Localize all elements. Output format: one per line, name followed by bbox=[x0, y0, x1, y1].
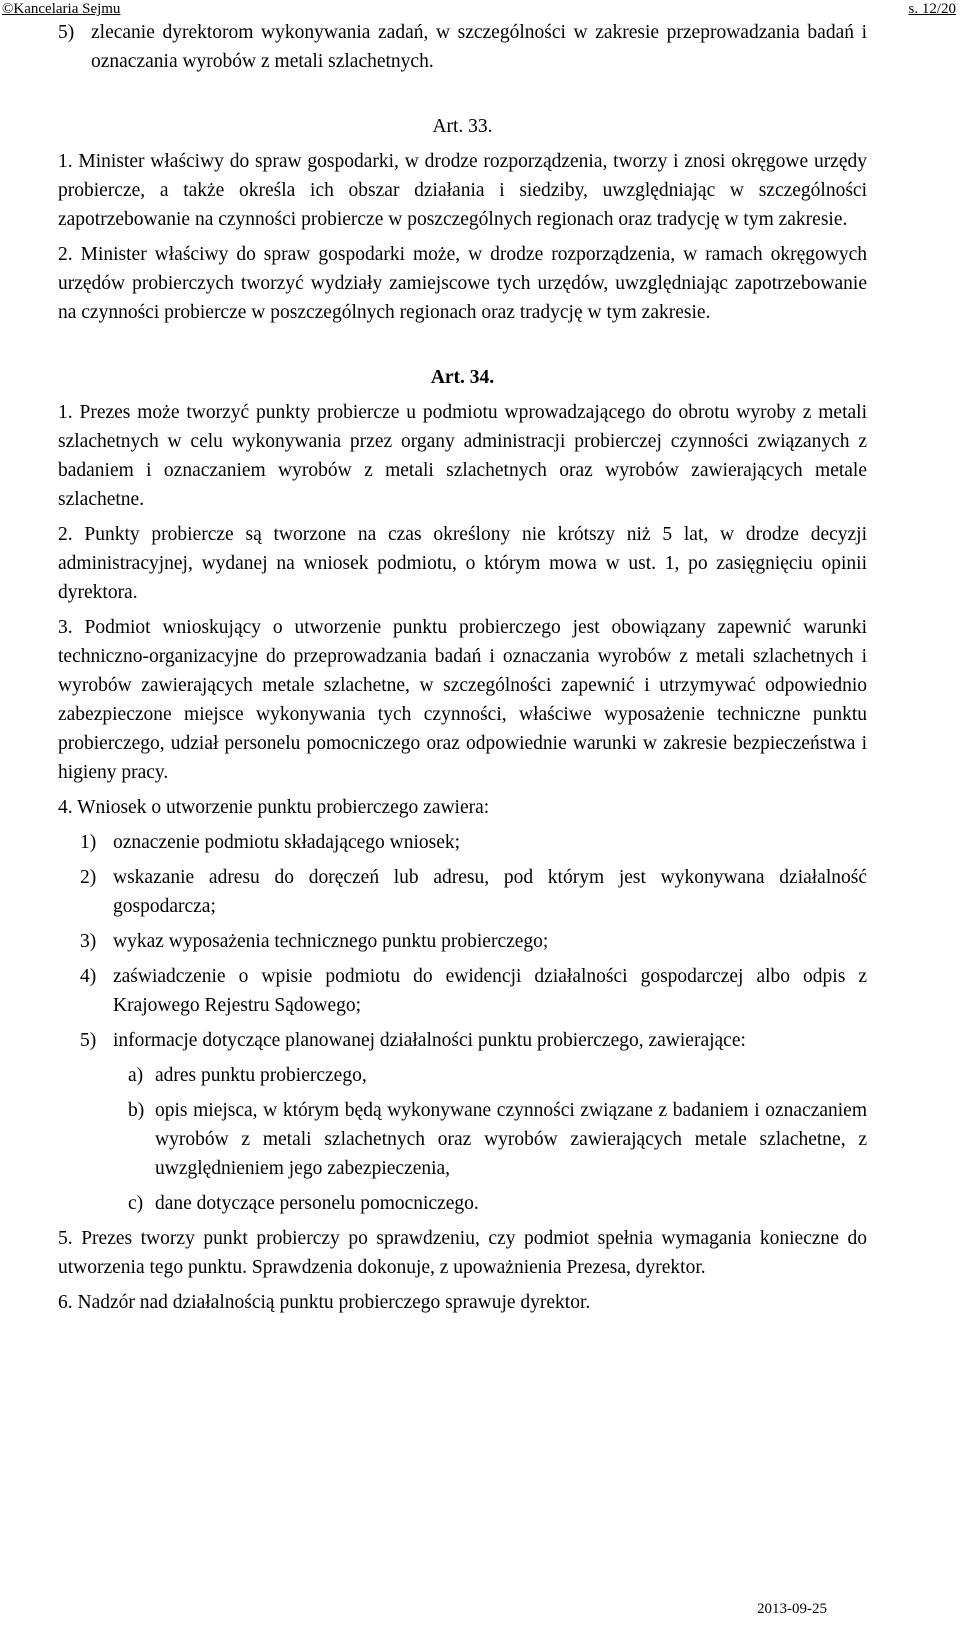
list-item-number: 2) bbox=[80, 867, 97, 888]
sub-list bbox=[128, 1061, 867, 1218]
list-item-number: 1) bbox=[80, 832, 97, 853]
list-item-number: 3) bbox=[80, 931, 97, 952]
footer-date: 2013-09-25 bbox=[757, 1601, 827, 1617]
list-item bbox=[80, 828, 867, 857]
list-item-number: 5) bbox=[58, 22, 75, 43]
sub-list-item bbox=[128, 1096, 867, 1183]
list-item bbox=[80, 1026, 867, 1055]
list-item bbox=[80, 863, 867, 921]
sub-list-item-letter: a) bbox=[128, 1065, 144, 1086]
list-item-text: zlecanie dyrektorom wykonywania zadań, w szczególności w zakresie przeprowadzania badań i oznaczania wyrobów z metali szlachetnych. bbox=[91, 22, 867, 72]
sub-list-item-text: opis miejsca, w którym będą wykonywane czynności związane z badaniem i oznaczaniem wyrobów z metali szlachetnych oraz wyrobów zawierających metale szlachetne, z uwzględnieniem jego zabezpieczenia, bbox=[155, 1100, 867, 1179]
art33-paragraph-1: 1. Minister właściwy do spraw gospodarki, w drodze rozporządzenia, tworzy i znosi okręgowe urzędy probiercze, a także określa ich obszar działania i siedziby, uwzględniając w szczególności zapotrzebowanie na czynności probiercze w poszczególnych regionach oraz tradycję w tym zakresie. bbox=[58, 151, 867, 230]
art34-paragraph-3: 3. Podmiot wnioskujący o utworzenie punktu probierczego jest obowiązany zapewnić warunki techniczno-organizacyjne do przeprowadzania badań i oznaczania wyrobów z metali szlachetnych i wyrobów zawierających metale szlachetne, w szczególności zapewnić i utrzymywać odpowiednio zabezpieczone miejsce wykonywania tych czynności, właściwe wyposażenie techniczne punktu probierczego, udział personelu pomocniczego oraz odpowiednie warunki w zakresie bezpieczeństwa i higieny pracy. bbox=[58, 617, 867, 783]
list-item-text: informacje dotyczące planowanej działalności punktu probierczego, zawierające: bbox=[113, 1030, 746, 1051]
list-item-text: wskazanie adresu do doręczeń lub adresu, pod którym jest wykonywana działalność gospodarcza; bbox=[113, 867, 867, 917]
sub-list-item-letter: c) bbox=[128, 1193, 144, 1214]
article-33-title: Art. 33. bbox=[432, 116, 493, 137]
list-item-number: 4) bbox=[80, 966, 97, 987]
sub-list-item bbox=[128, 1189, 867, 1218]
sub-list-item-text: dane dotyczące personelu pomocniczego. bbox=[155, 1193, 479, 1214]
art34-paragraph-2: 2. Punkty probiercze są tworzone na czas określony nie krótszy niż 5 lat, w drodze decyzji administracyjnej, wydanej na wniosek podmiotu, o którym mowa w ust. 1, po zasięgnięciu opinii dyrektora. bbox=[58, 524, 867, 603]
art33-paragraph-2: 2. Minister właściwy do spraw gospodarki może, w drodze rozporządzenia, w ramach okręgowych urzędów probierczych tworzyć wydziały zamiejscowe tych urzędów, uwzględniając zapotrzebowanie na czynności probiercze w poszczególnych regionach oraz tradycję w tym zakresie. bbox=[58, 244, 867, 323]
list-item-top bbox=[58, 18, 867, 76]
sub-list-item-text: adres punktu probierczego, bbox=[155, 1065, 367, 1086]
list-item bbox=[80, 927, 867, 956]
list-item-number: 5) bbox=[80, 1030, 97, 1051]
page-header bbox=[0, 0, 960, 20]
list-item bbox=[80, 962, 867, 1020]
list-item-text: zaświadczenie o wpisie podmiotu do ewidencji działalności gospodarczej albo odpis z Krajowego Rejestru Sądowego; bbox=[113, 966, 867, 1016]
page-number: s. 12/20 bbox=[908, 1, 956, 17]
list-item-text: wykaz wyposażenia technicznego punktu probierczego; bbox=[113, 931, 549, 952]
art34-paragraph-5: 5. Prezes tworzy punkt probierczy po sprawdzeniu, czy podmiot spełnia wymagania konieczne do utworzenia tego punktu. Sprawdzenia dokonuje, z upoważnienia Prezesa, dyrektor. bbox=[58, 1228, 867, 1278]
article-34-title: Art. 34. bbox=[430, 367, 495, 388]
art34-paragraph-4: 4. Wniosek o utworzenie punktu probierczego zawiera: bbox=[58, 797, 490, 818]
copyright-link[interactable]: ©Kancelaria Sejmu bbox=[2, 1, 121, 17]
list-item-text: oznaczenie podmiotu składającego wniosek; bbox=[113, 832, 461, 853]
sub-list-item-letter: b) bbox=[128, 1100, 145, 1121]
document-body bbox=[58, 18, 867, 1323]
application-contents-list bbox=[80, 828, 867, 1218]
art34-paragraph-1: 1. Prezes może tworzyć punkty probiercze u podmiotu wprowadzającego do obrotu wyroby z metali szlachetnych w celu wykonywania przez organy administracji probierczej czynności związanych z badaniem i oznaczaniem wyrobów z metali szlachetnych oraz wyrobów zawierających metale szlachetne. bbox=[58, 402, 867, 510]
art34-paragraph-6: 6. Nadzór nad działalnością punktu probierczego sprawuje dyrektor. bbox=[58, 1292, 591, 1313]
sub-list-item bbox=[128, 1061, 867, 1090]
